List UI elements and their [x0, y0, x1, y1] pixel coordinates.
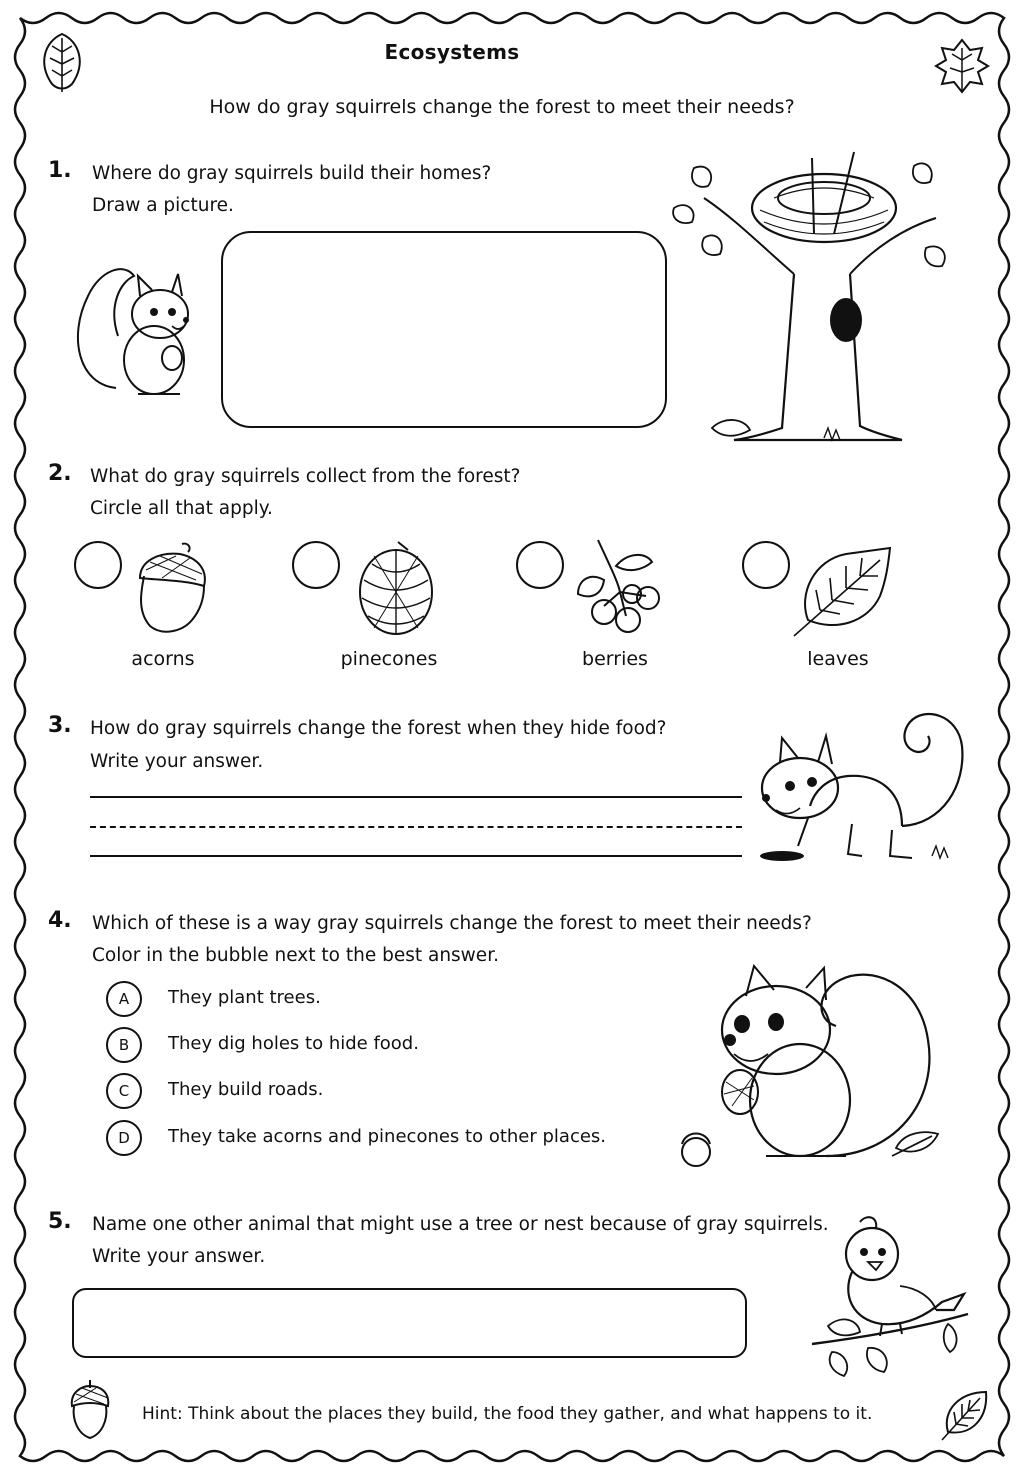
question-1-number: 1. [48, 158, 72, 183]
choice-label: berries [582, 648, 648, 670]
option-b-text: They dig holes to hide food. [168, 1033, 419, 1054]
question-5-instruction: Write your answer. [92, 1246, 266, 1267]
pinecone-icon [354, 540, 438, 638]
squirrel-digging-illustration [752, 706, 972, 866]
question-3-prompt: How do gray squirrels change the forest when they hide food? [90, 718, 667, 739]
tree-with-nest-illustration [664, 138, 954, 450]
bubble-b[interactable]: B [106, 1027, 142, 1063]
question-4-instruction: Color in the bubble next to the best answer. [92, 945, 499, 966]
answer-line-bottom[interactable] [90, 855, 742, 857]
question-3-instruction: Write your answer. [90, 751, 264, 772]
bubble-d[interactable]: D [106, 1120, 142, 1156]
answer-line-middle[interactable] [90, 826, 742, 828]
option-c-text: They build roads. [168, 1079, 324, 1100]
berries-icon [574, 536, 666, 636]
acorn-icon [68, 1378, 112, 1440]
drawing-box[interactable] [221, 231, 667, 428]
question-2-prompt: What do gray squirrels collect from the forest? [90, 466, 521, 487]
choice-acorns-circle[interactable] [74, 541, 122, 589]
choice-label: leaves [807, 648, 869, 670]
acorn-icon [126, 540, 212, 636]
leaf-icon [790, 544, 894, 638]
bubble-a[interactable]: A [106, 981, 142, 1017]
hint-text: Hint: Think about the places they build, the food they gather, and what happens to it. [142, 1404, 873, 1424]
leaf-icon [932, 36, 992, 96]
answer-box[interactable] [72, 1288, 747, 1358]
choice-berries-circle[interactable] [516, 541, 564, 589]
question-4-number: 4. [48, 908, 72, 933]
choice-label: acorns [131, 648, 195, 670]
choice-leaves-circle[interactable] [742, 541, 790, 589]
worksheet-title: Ecosystems [384, 40, 520, 64]
bird-on-branch-illustration [808, 1214, 972, 1386]
choice-pinecones-circle[interactable] [292, 541, 340, 589]
option-d-text: They take acorns and pinecones to other places. [168, 1126, 607, 1147]
question-1-prompt: Where do gray squirrels build their homes? [92, 163, 492, 184]
question-3-number: 3. [48, 713, 72, 738]
question-4-prompt: Which of these is a way gray squirrels change the forest to meet their needs? [92, 913, 812, 934]
question-5-prompt: Name one other animal that might use a tree or nest because of gray squirrels. [92, 1214, 829, 1235]
question-2-number: 2. [48, 461, 72, 486]
squirrel-illustration [68, 256, 200, 406]
answer-line-top[interactable] [90, 796, 742, 798]
question-5-number: 5. [48, 1209, 72, 1234]
bubble-c[interactable]: C [106, 1073, 142, 1109]
leaf-icon [936, 1384, 996, 1444]
choice-label: pinecones [340, 648, 438, 670]
question-2-instruction: Circle all that apply. [90, 498, 273, 519]
squirrel-holding-acorn-illustration [676, 960, 946, 1170]
option-a-text: They plant trees. [168, 987, 321, 1008]
driving-question: How do gray squirrels change the forest to meet their needs? [209, 96, 795, 118]
question-1-instruction: Draw a picture. [92, 195, 234, 216]
